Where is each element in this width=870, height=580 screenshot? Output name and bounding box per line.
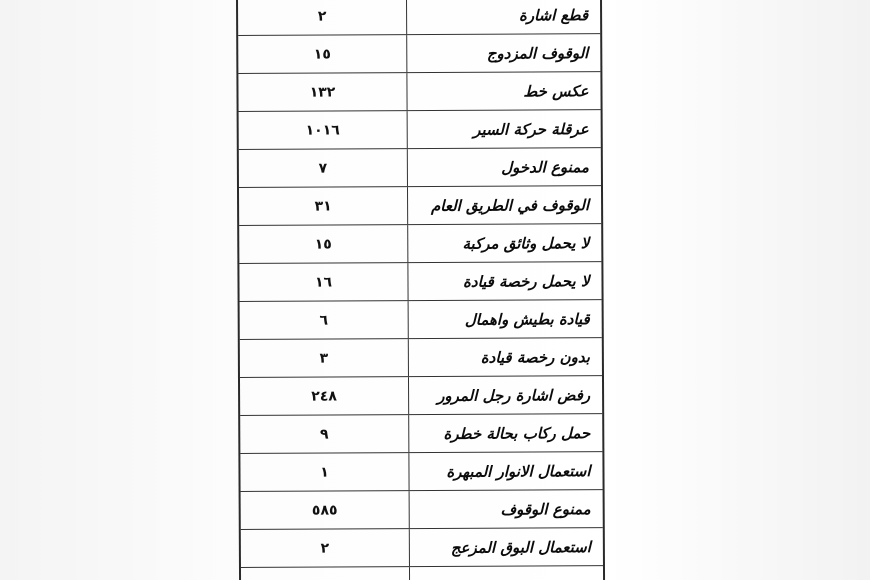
violation-label: بدون رخصة قيادة	[480, 347, 590, 367]
violation-label: لا يحمل رخصة قيادة	[462, 271, 590, 291]
count-cell: ٧	[239, 149, 408, 187]
count-cell: ٣١	[239, 187, 408, 225]
count-cell: ٢٤٨	[240, 377, 409, 415]
count-cell: ٢	[241, 529, 410, 567]
violation-label: ممنوع الدخول	[501, 157, 589, 177]
violation-label: عرقلة حركة السير	[473, 119, 589, 139]
count-cell: ١٠١٦	[239, 111, 408, 149]
table-row	[239, 262, 601, 302]
table-row	[239, 110, 601, 150]
table-row	[240, 414, 602, 454]
table-row	[241, 528, 603, 568]
violation-label: قيادة بطيش واهمال	[464, 309, 590, 329]
count-cell: ٣	[240, 339, 409, 377]
count-cell	[241, 567, 410, 580]
count-cell: ١٣٢	[238, 73, 407, 111]
violation-label: حمل ركاب بحالة خطرة	[443, 423, 591, 443]
table-row	[238, 0, 600, 36]
violation-label: رفض اشارة رجل المرور	[437, 385, 591, 405]
violation-label: استعمال الانوار المبهرة	[446, 461, 591, 481]
count-cell: ٥٨٥	[241, 491, 410, 529]
count-cell: ١	[240, 453, 409, 491]
violation-label: استعمال البوق المزعج	[450, 537, 591, 557]
violation-label: الوقوف في الطريق العام	[430, 195, 590, 215]
violation-label: لا يحمل وثائق مركبة	[462, 233, 590, 253]
table-row	[239, 186, 601, 226]
count-cell: ٩	[240, 415, 409, 453]
table-row	[239, 148, 601, 188]
count-cell: ١٦	[239, 263, 408, 301]
table-row-partial	[241, 566, 603, 580]
violation-label: قطع اشارة	[518, 5, 589, 25]
violation-label: الوقوف المزدوج	[486, 43, 589, 63]
count-cell: ٢	[238, 0, 407, 35]
count-cell: ١٥	[239, 225, 408, 263]
count-cell: ٦	[240, 301, 409, 339]
violation-label	[410, 566, 603, 580]
violation-label: عكس خط	[523, 81, 589, 100]
table-row	[239, 224, 601, 264]
table-row	[241, 490, 603, 530]
table-row	[238, 72, 600, 112]
table-row	[240, 376, 602, 416]
violation-label: ممنوع الوقوف	[500, 499, 591, 519]
table-row	[240, 338, 602, 378]
table-row	[240, 300, 602, 340]
violations-table	[236, 0, 605, 580]
count-cell: ١٥	[238, 35, 407, 73]
table-row	[240, 452, 602, 492]
table-row	[238, 34, 600, 74]
